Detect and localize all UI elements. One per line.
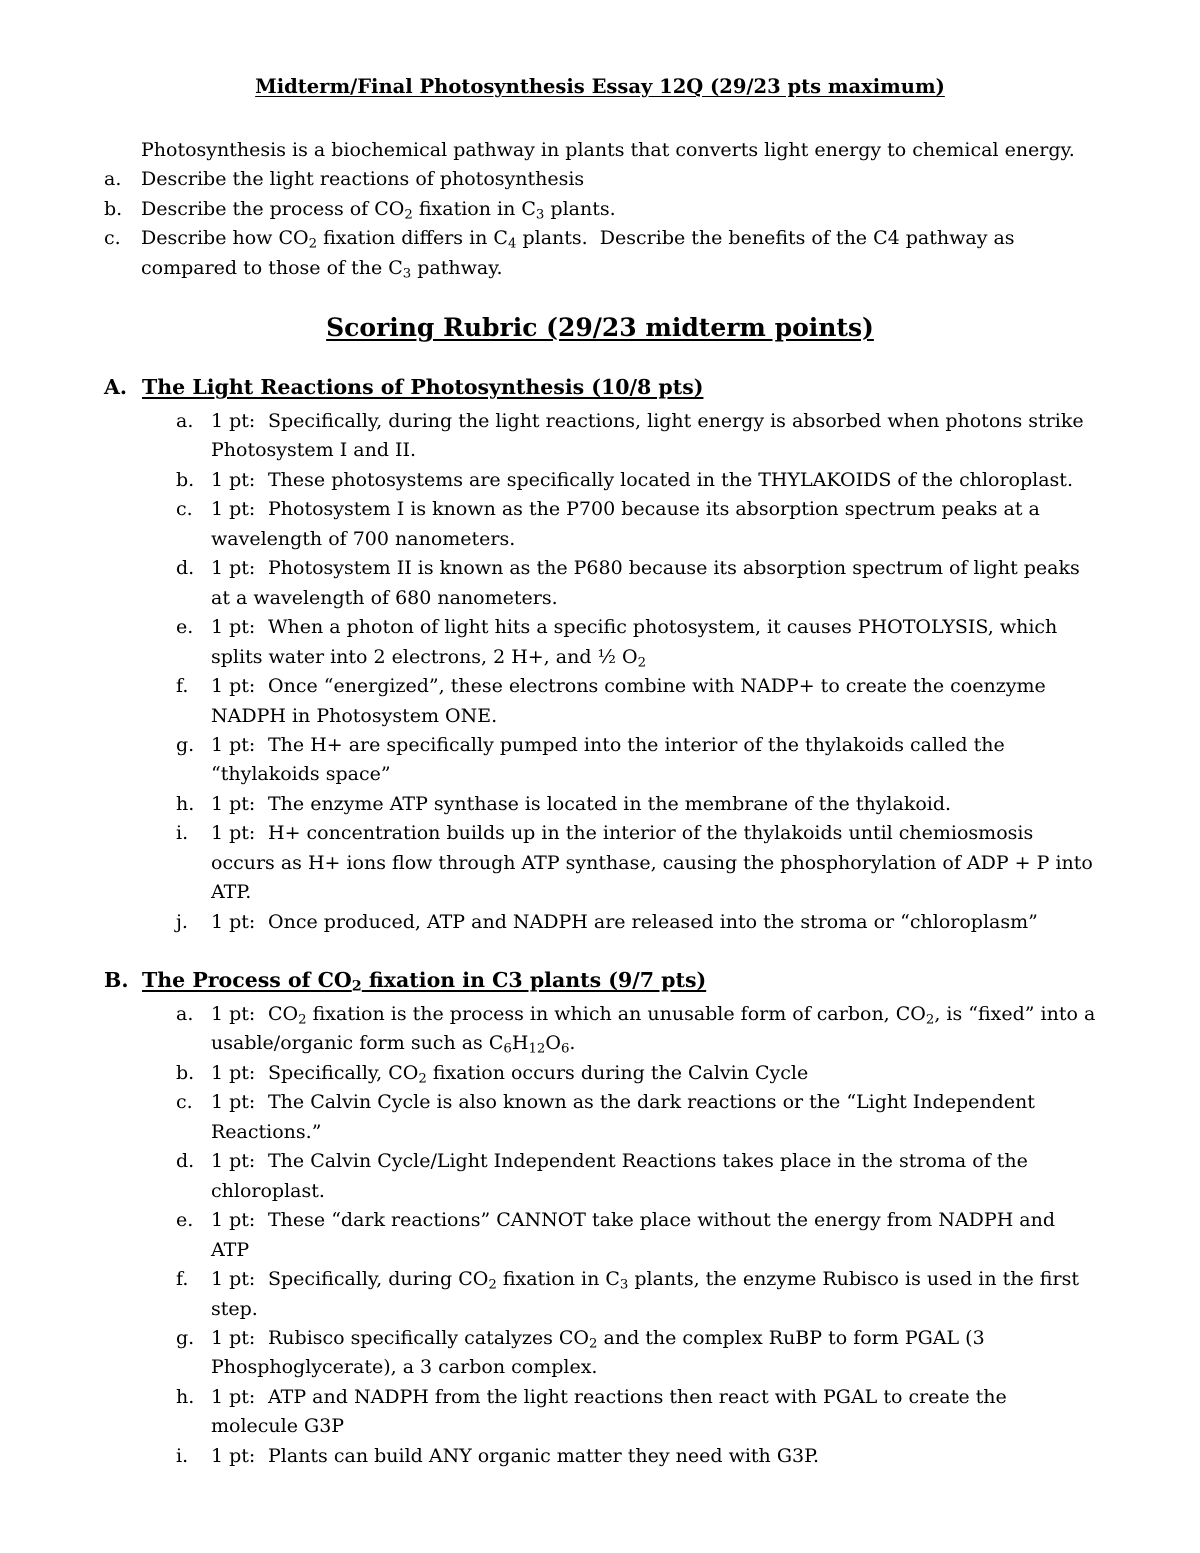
rubric-item-letter: b. bbox=[176, 1061, 195, 1084]
section-letter: A. bbox=[104, 375, 128, 399]
rubric-item-text: Photosystem I and II. bbox=[211, 439, 417, 462]
rubric-item-text: The Calvin Cycle/Light Independent Reactions takes place in the stroma of the bbox=[268, 1150, 1028, 1173]
rubric-item-letter: i. bbox=[176, 822, 189, 845]
section-title: The Light Reactions of Photosynthesis (10/8 pts) bbox=[142, 375, 704, 399]
rubric-item-points: 1 pt: bbox=[211, 792, 256, 815]
rubric-item-text: The H+ are specifically pumped into the interior of the thylakoids called the bbox=[268, 733, 1005, 756]
rubric-item-letter: b. bbox=[176, 468, 195, 491]
section-title: The Process of $CO_2$ fixation in C3 plants (9/7 pts) bbox=[142, 968, 707, 995]
rubric-item-letter: h. bbox=[176, 1385, 195, 1408]
rubric-item-points: 1 pt: bbox=[211, 1209, 256, 1232]
rubric-item-letter: c. bbox=[176, 1091, 193, 1114]
rubric-item-text: molecule G3P bbox=[211, 1415, 345, 1438]
rubric-item-text: Reactions.” bbox=[211, 1120, 322, 1143]
rubric-item-letter: f. bbox=[176, 1268, 189, 1291]
rubric-item-letter: j. bbox=[176, 910, 188, 933]
rubric-item-text: The Calvin Cycle is also known as the dark reactions or the “Light Independent bbox=[268, 1091, 1035, 1114]
rubric-item-text: splits water into 2 electrons, 2 H+, and ½ $O_2$ bbox=[211, 645, 647, 670]
rubric-item-points: 1 pt: bbox=[211, 1061, 256, 1084]
rubric-item-points: 1 pt: bbox=[211, 675, 256, 698]
rubric-item-letter: f. bbox=[176, 675, 189, 698]
prompt-item-letter: c. bbox=[104, 227, 121, 250]
rubric-item-points: 1 pt: bbox=[211, 822, 256, 845]
rubric-item-points: 1 pt: bbox=[211, 1385, 256, 1408]
prompt-item-text: Describe the light reactions of photosynthesis bbox=[141, 168, 585, 191]
prompt-item-text: Describe the process of $CO_2$ fixation in $C_3$ plants. bbox=[141, 197, 616, 223]
rubric-item-text: Rubisco specifically catalyzes $CO_2$ and the complex RuBP to form PGAL (3 bbox=[268, 1326, 985, 1352]
rubric-item-letter: d. bbox=[176, 557, 195, 580]
rubric-item-text: NADPH in Photosystem ONE. bbox=[211, 704, 498, 727]
rubric-item-letter: i. bbox=[176, 1444, 189, 1467]
prompt-item-letter: a. bbox=[104, 168, 122, 191]
rubric-item-text: Specifically, $CO_2$ fixation occurs during the Calvin Cycle bbox=[268, 1061, 809, 1087]
rubric-item-text: chloroplast. bbox=[211, 1179, 325, 1202]
rubric-item-letter: c. bbox=[176, 498, 193, 521]
rubric-item-points: 1 pt: bbox=[211, 410, 256, 432]
rubric-item-points: 1 pt: bbox=[211, 910, 256, 933]
rubric-item-text: Once produced, ATP and NADPH are released into the stroma or “chloroplasm” bbox=[268, 910, 1038, 933]
rubric-item-points: 1 pt: bbox=[211, 733, 256, 756]
rubric-item-points: 1 pt: bbox=[211, 1003, 256, 1025]
rubric-item-text: “thylakoids space” bbox=[211, 763, 391, 786]
rubric-item-text: usable/organic form such as $C_6H_{12}O_6$. bbox=[211, 1032, 576, 1057]
rubric-item-text: ATP bbox=[211, 1238, 250, 1261]
rubric-item-letter: d. bbox=[176, 1150, 195, 1173]
rubric-item-text: Specifically, during the light reactions, light energy is absorbed when photons strike bbox=[268, 410, 1084, 432]
rubric-item-letter: g. bbox=[176, 1326, 195, 1349]
rubric-item-points: 1 pt: bbox=[211, 557, 256, 580]
rubric-item-text: Once “energized”, these electrons combine with NADP+ to create the coenzyme bbox=[268, 675, 1046, 698]
prompt-item-letter: b. bbox=[104, 197, 123, 220]
rubric-item-text: When a photon of light hits a specific photosystem, it causes PHOTOLYSIS, which bbox=[268, 616, 1058, 639]
rubric-item-text: H+ concentration builds up in the interior of the thylakoids until chemiosmosis bbox=[268, 822, 1034, 845]
rubric-item-points: 1 pt: bbox=[211, 1150, 256, 1173]
section-letter: B. bbox=[104, 968, 129, 992]
rubric-item-letter: e. bbox=[176, 616, 194, 639]
rubric-item-text: wavelength of 700 nanometers. bbox=[211, 527, 516, 550]
rubric-item-text: Specifically, during $CO_2$ fixation in $C_3$ plants, the enzyme Rubisco is used in the first bbox=[268, 1268, 1079, 1293]
rubric-item-text: occurs as H+ ions flow through ATP synthase, causing the phosphorylation of ADP + P into bbox=[211, 851, 1093, 874]
rubric-item-text: Phosphoglycerate), a 3 carbon complex. bbox=[211, 1356, 598, 1379]
rubric-item-points: 1 pt: bbox=[211, 616, 256, 639]
rubric-item-points: 1 pt: bbox=[211, 468, 256, 491]
rubric-item-letter: a. bbox=[176, 1003, 194, 1025]
rubric-item-points: 1 pt: bbox=[211, 498, 256, 521]
rubric-item-text: step. bbox=[211, 1297, 258, 1320]
rubric-item-letter: h. bbox=[176, 792, 195, 815]
rubric-title: Scoring Rubric (29/23 midterm points) bbox=[326, 313, 874, 342]
rubric-item-text: ATP and NADPH from the light reactions then react with PGAL to create the bbox=[268, 1385, 1007, 1408]
rubric-item-points: 1 pt: bbox=[211, 1326, 256, 1349]
rubric-item-text: $CO_2$ fixation is the process in which an unusable form of carbon, $CO_2$, is “fixed” into a bbox=[268, 1003, 1096, 1028]
rubric-item-text: ATP. bbox=[211, 881, 252, 904]
rubric-item-text: Plants can build ANY organic matter they need with G3P. bbox=[268, 1444, 820, 1467]
rubric-item-letter: a. bbox=[176, 410, 194, 432]
rubric-item-points: 1 pt: bbox=[211, 1444, 256, 1467]
rubric-item-text: These photosystems are specifically located in the THYLAKOIDS of the chloroplast. bbox=[268, 468, 1073, 491]
rubric-item-text: The enzyme ATP synthase is located in the membrane of the thylakoid. bbox=[268, 792, 952, 815]
prompt-item-text: compared to those of the $C_3$ pathway. bbox=[141, 256, 503, 282]
rubric-item-letter: g. bbox=[176, 733, 195, 756]
rubric-item-points: 1 pt: bbox=[211, 1091, 256, 1114]
rubric-item-points: 1 pt: bbox=[211, 1268, 256, 1291]
rubric-item-text: Photosystem II is known as the P680 because its absorption spectrum of light peaks bbox=[268, 557, 1080, 580]
prompt-intro: Photosynthesis is a biochemical pathway in plants that converts light energy to chemical energy. bbox=[141, 139, 1075, 161]
rubric-item-letter: e. bbox=[176, 1209, 194, 1232]
prompt-item-text: Describe how $CO_2$ fixation differs in $C_4$ plants. Describe the benefits of the C4 pathway as bbox=[141, 227, 1015, 252]
rubric-item-text: at a wavelength of 680 nanometers. bbox=[211, 586, 558, 609]
rubric-item-text: These “dark reactions” CANNOT take place without the energy from NADPH and bbox=[268, 1209, 1056, 1232]
rubric-item-text: Photosystem I is known as the P700 because its absorption spectrum peaks at a bbox=[268, 498, 1040, 521]
document-title: Midterm/Final Photosynthesis Essay 12Q (29/23 pts maximum) bbox=[255, 75, 945, 98]
